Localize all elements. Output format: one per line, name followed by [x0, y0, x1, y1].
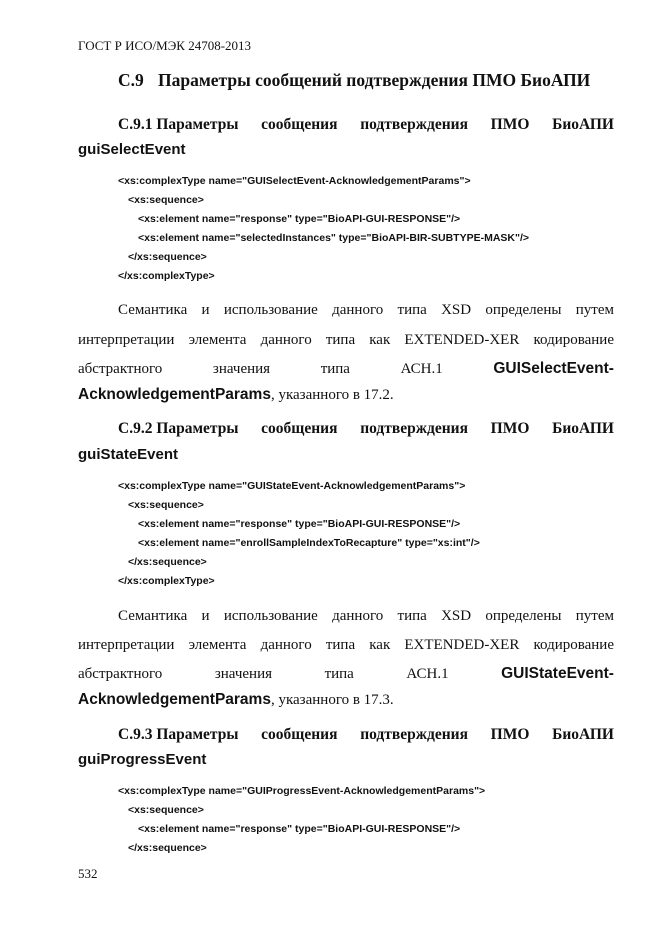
code-line: </xs:complexType> [118, 270, 215, 282]
code-line: </xs:complexType> [118, 575, 215, 587]
paragraph-line: AcknowledgementParams, указанного в 17.3. [78, 691, 394, 708]
code-line: <xs:sequence> [128, 499, 204, 511]
code-line: </xs:sequence> [128, 842, 207, 854]
subsection-heading-3: C.9.3 Параметры сообщения подтверждения ПМО БиоАПИ [118, 726, 614, 743]
code-line: <xs:element name="response" type="BioAPI-GUI-RESPONSE"/> [138, 823, 461, 835]
code-line: <xs:complexType name="GUIProgressEvent-AcknowledgementParams"> [118, 785, 486, 797]
subsection-heading-1: C.9.1 Параметры сообщения подтверждения ПМО БиоАПИ [118, 116, 614, 133]
section-title-text: Параметры сообщений подтверждения ПМО БиоАПИ [158, 70, 591, 90]
paragraph-line: Семантика и использование данного типа XSD определены путем [118, 302, 614, 318]
code-line: <xs:complexType name="GUIStateEvent-AcknowledgementParams"> [118, 480, 466, 492]
paragraph-line: AcknowledgementParams, указанного в 17.2. [78, 386, 394, 403]
code-line: <xs:element name="enrollSampleIndexToRecapture" type="xs:int"/> [138, 537, 480, 549]
section-title [118, 70, 590, 91]
paragraph-line: абстрактного значения типа АСН.1 GUISelectEvent- [78, 360, 614, 377]
document-header: ГОСТ Р ИСО/МЭК 24708-2013 [78, 38, 252, 53]
page-number: 532 [78, 866, 98, 881]
code-line: <xs:complexType name="GUISelectEvent-AcknowledgementParams"> [118, 175, 471, 187]
code-line: <xs:element name="response" type="BioAPI-GUI-RESPONSE"/> [138, 213, 461, 225]
paragraph-line: абстрактного значения типа АСН.1 GUIStateEvent- [78, 665, 614, 682]
code-line: <xs:element name="selectedInstances" type="BioAPI-BIR-SUBTYPE-MASK"/> [138, 232, 530, 244]
section-number: C.9 [118, 70, 144, 90]
code-line: </xs:sequence> [128, 251, 207, 263]
paragraph-line: интерпретации элемента данного типа как EXTENDED-XER кодирование [78, 637, 614, 653]
paragraph-line: Семантика и использование данного типа XSD определены путем [118, 608, 614, 624]
subsection-heading-2: C.9.2 Параметры сообщения подтверждения ПМО БиоАПИ [118, 420, 614, 437]
code-line: <xs:element name="response" type="BioAPI-GUI-RESPONSE"/> [138, 518, 461, 530]
code-line: </xs:sequence> [128, 556, 207, 568]
code-line: <xs:sequence> [128, 804, 204, 816]
subsection-code-name-3: guiProgressEvent [78, 751, 207, 768]
subsection-code-name-2: guiStateEvent [78, 446, 179, 463]
code-line: <xs:sequence> [128, 194, 204, 206]
subsection-code-name-1: guiSelectEvent [78, 141, 186, 158]
paragraph-line: интерпретации элемента данного типа как EXTENDED-XER кодирование [78, 332, 614, 348]
